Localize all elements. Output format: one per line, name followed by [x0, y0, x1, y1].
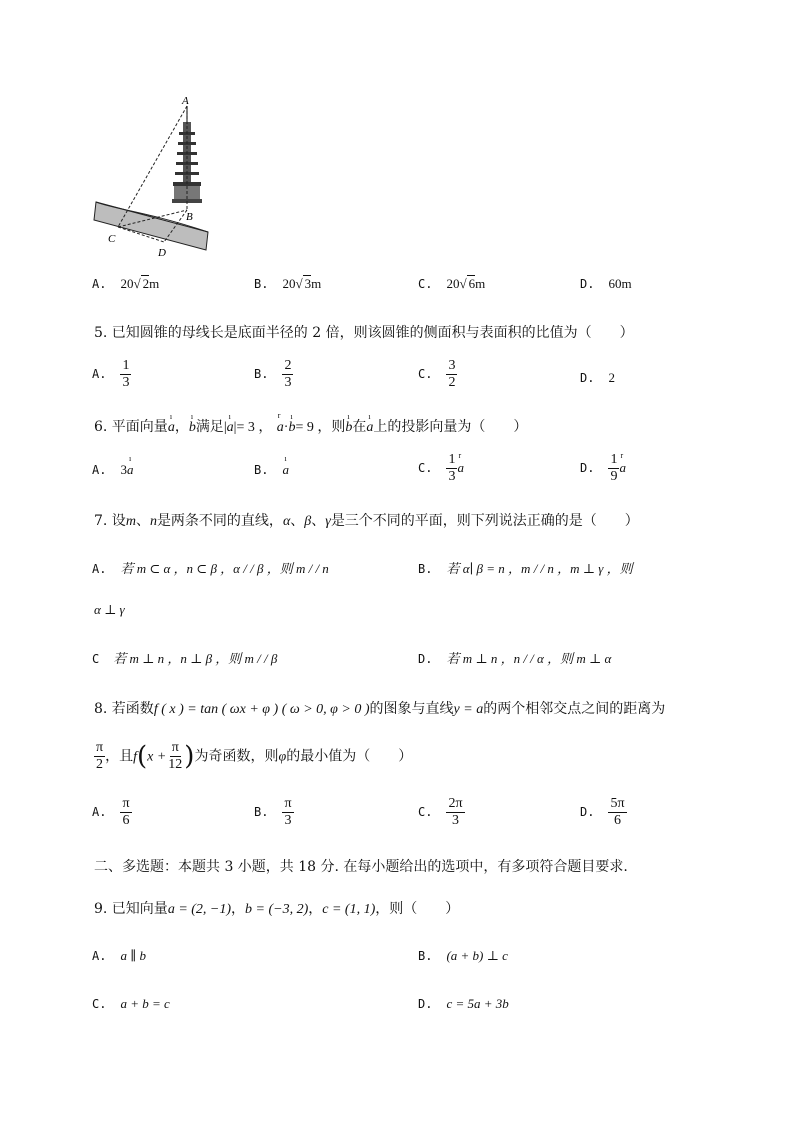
option-label: A.	[92, 463, 107, 477]
coef: 20	[120, 276, 134, 291]
option-label: D.	[580, 805, 595, 820]
q9-stem: 9. 已知向量a = (2, −1)，b = (−3, 2)，c = (1, 1)，则（ ）	[94, 901, 460, 917]
q4-option-d[interactable]	[580, 276, 632, 292]
fraction: $\frac{1}{3}$	[122, 358, 130, 391]
option-text: 若 α∣ β = n ，m / / n ，m ⊥ γ ，则	[446, 561, 633, 576]
option-label: B.	[254, 805, 269, 820]
option-label: A.	[92, 562, 107, 576]
option-label: A.	[92, 367, 107, 382]
label-C: C	[108, 233, 116, 245]
radicand: 2	[142, 276, 150, 291]
q7-option-b[interactable]	[418, 558, 633, 577]
option-label: B.	[254, 277, 269, 291]
unit: m	[149, 276, 160, 291]
pagoda-figure	[88, 92, 218, 262]
q6-option-b[interactable]	[254, 462, 289, 478]
option-text: (a + b) ⊥ c	[446, 948, 508, 963]
option-label: D.	[580, 371, 595, 385]
vector-a: r a	[457, 460, 464, 476]
option-text: 若 m ⊂ α ，n ⊂ β ，α / / β ，则 m / / n	[120, 561, 329, 576]
q5-option-a[interactable]	[92, 358, 131, 391]
option-text: 2	[608, 370, 615, 385]
vector-a: ı a	[282, 462, 289, 478]
unit: m	[475, 276, 486, 291]
option-label: C.	[92, 997, 107, 1011]
label-D: D	[158, 247, 166, 259]
q4-option-b[interactable]: B. 20√ 3m	[254, 276, 322, 291]
option-text: 若 m ⊥ n ，n ⊥ β ，则 m / / β	[113, 651, 278, 666]
q6-option-d[interactable]	[580, 452, 626, 485]
q6-option-c[interactable]	[418, 452, 464, 485]
coef: 20	[282, 276, 296, 291]
option-label: B.	[254, 463, 269, 477]
fraction: $\frac{1}{9}$	[610, 452, 618, 485]
option-text: α ⊥ γ	[94, 602, 125, 617]
option-label: D.	[580, 277, 595, 291]
option-label: D.	[580, 461, 595, 476]
q5-option-d[interactable]	[580, 370, 615, 386]
q8-stem-line1: 8. 若函数f ( x ) = tan ( ωx + φ ) ( ω > 0, φ > 0 )的图象与直线y = a的两个相邻交点之间的距离为	[94, 701, 666, 717]
option-label: C.	[418, 805, 433, 820]
fraction: $\frac{2\pi}{3}$	[448, 796, 463, 829]
q8-option-c[interactable]	[418, 796, 465, 829]
option-text: 60m	[608, 276, 632, 291]
q8-stem-line2: $\frac{\pi}{2}$ ，且f(x + $\frac{\pi}{12}$ )为奇函数，则φ的最小值为（ ）	[96, 740, 413, 773]
option-label: B.	[418, 562, 433, 576]
q9-option-a[interactable]	[92, 948, 146, 964]
label-B: B	[186, 211, 193, 223]
q8-option-a[interactable]	[92, 796, 132, 829]
vector-a: ı a	[127, 462, 134, 478]
option-label: D.	[418, 652, 433, 666]
option-label: C.	[418, 277, 433, 291]
q9-option-c[interactable]	[92, 996, 170, 1012]
fraction: $\frac{5\pi}{6}$	[610, 796, 625, 829]
q6-stem: 6. 平面向量ı a，ı b满足|ı a|= 3 ， r a·ı b= 9 ，则ı b在ı a上的投影向量为（ ）	[94, 416, 527, 436]
option-text: a + b = c	[120, 996, 170, 1011]
q4-option-c[interactable]: C. 20√ 6m	[418, 276, 486, 291]
option-label: C.	[418, 461, 433, 476]
q7-option-d[interactable]	[418, 648, 611, 667]
option-label: C	[92, 652, 100, 666]
unit: m	[311, 276, 322, 291]
option-label: B.	[254, 367, 269, 382]
option-label: C.	[418, 367, 433, 382]
option-label: A.	[92, 277, 107, 291]
fraction: $\frac{\pi}{3}$	[284, 796, 292, 829]
option-text: c = 5a + 3b	[446, 996, 509, 1011]
q5-option-b[interactable]	[254, 358, 293, 391]
option-label: A.	[92, 805, 107, 820]
label-A: A	[182, 95, 189, 107]
q4-option-a[interactable]: A. 20√ 2m	[92, 276, 160, 291]
fraction: $\frac{3}{2}$	[448, 358, 456, 391]
q7-option-b-cont	[94, 602, 125, 618]
fraction: $\frac{2}{3}$	[284, 358, 292, 391]
q9-option-b[interactable]	[418, 948, 508, 964]
fraction: $\frac{1}{3}$	[448, 452, 456, 485]
coef: 20	[446, 276, 460, 291]
q9-option-d[interactable]	[418, 996, 509, 1012]
fraction: $\frac{\pi}{6}$	[122, 796, 130, 829]
option-label: A.	[92, 949, 107, 963]
q8-option-d[interactable]	[580, 796, 627, 829]
section-heading: 二、多选题：本题共 3 小题，共 18 分. 在每小题给出的选项中，有多项符合题目要求.	[94, 859, 628, 875]
option-label: D.	[418, 997, 433, 1011]
q7-option-c[interactable]	[92, 648, 277, 667]
q5-stem: 5. 已知圆锥的母线长是底面半径的 2 倍，则该圆锥的侧面积与表面积的比值为（ ）	[94, 325, 634, 341]
q7-option-a[interactable]	[92, 558, 329, 577]
radicand: 3	[304, 276, 312, 291]
q5-option-c[interactable]	[418, 358, 457, 391]
radicand: 6	[468, 276, 476, 291]
q6-option-a[interactable]	[92, 462, 133, 478]
vector-a: r a	[619, 460, 626, 476]
q8-option-b[interactable]	[254, 796, 294, 829]
option-text: 若 m ⊥ n ，n / / α ，则 m ⊥ α	[446, 651, 612, 666]
coef: 3	[120, 462, 127, 477]
option-text: a ∥ b	[120, 948, 146, 963]
q7-stem: 7. 设m、n是两条不同的直线，α、β、γ是三个不同的平面，则下列说法正确的是（ ）	[94, 513, 639, 529]
option-label: B.	[418, 949, 433, 963]
